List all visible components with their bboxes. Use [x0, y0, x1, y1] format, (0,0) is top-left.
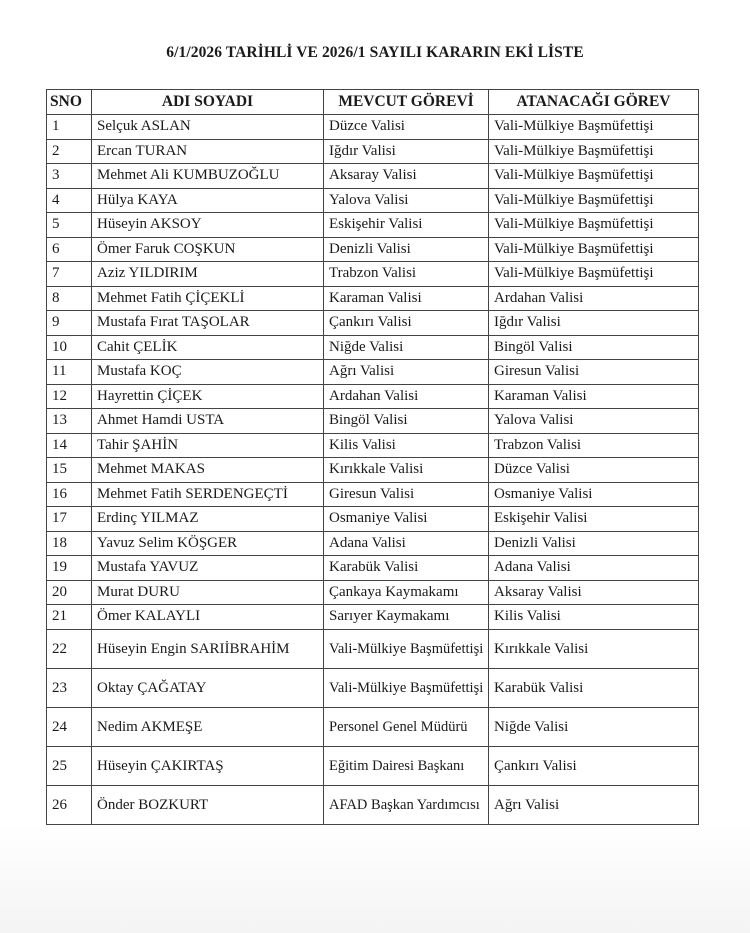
table-row [47, 629, 699, 668]
table-row [47, 213, 699, 238]
cell-sno: 1 [47, 115, 92, 140]
table-row [47, 433, 699, 458]
cell-name: Hüseyin AKSOY [92, 213, 324, 238]
cell-name: Yavuz Selim KÖŞGER [92, 531, 324, 556]
cell-new-position: Vali-Mülkiye Başmüfettişi [489, 237, 699, 262]
cell-name: Ömer KALAYLI [92, 605, 324, 630]
cell-name: Ahmet Hamdi USTA [92, 409, 324, 434]
cell-current-position: Karabük Valisi [324, 556, 489, 581]
cell-sno: 19 [47, 556, 92, 581]
table-row [47, 409, 699, 434]
cell-name: Mehmet MAKAS [92, 458, 324, 483]
cell-new-position: Osmaniye Valisi [489, 482, 699, 507]
cell-name: Mehmet Ali KUMBUZOĞLU [92, 164, 324, 189]
cell-sno: 11 [47, 360, 92, 385]
cell-new-position: Kırıkkale Valisi [489, 629, 699, 668]
cell-current-position: Yalova Valisi [324, 188, 489, 213]
cell-new-position: Düzce Valisi [489, 458, 699, 483]
document-title: 6/1/2026 TARİHLİ VE 2026/1 SAYILI KARARIN EKİ LİSTE [166, 44, 584, 61]
cell-name: Murat DURU [92, 580, 324, 605]
cell-sno: 7 [47, 262, 92, 287]
cell-new-position: Vali-Mülkiye Başmüfettişi [489, 262, 699, 287]
table-row [47, 384, 699, 409]
cell-new-position: Vali-Mülkiye Başmüfettişi [489, 139, 699, 164]
cell-sno: 23 [47, 668, 92, 707]
table-row [47, 335, 699, 360]
cell-sno: 17 [47, 507, 92, 532]
header-current-position: MEVCUT GÖREVİ [324, 90, 489, 115]
cell-new-position: Kilis Valisi [489, 605, 699, 630]
cell-name: Önder BOZKURT [92, 785, 324, 824]
cell-name: Mustafa YAVUZ [92, 556, 324, 581]
cell-current-position: Çankırı Valisi [324, 311, 489, 336]
cell-sno: 12 [47, 384, 92, 409]
cell-sno: 21 [47, 605, 92, 630]
table-row [47, 360, 699, 385]
cell-name: Hüseyin Engin SARIİBRAHİM [92, 629, 324, 668]
cell-name: Mustafa KOÇ [92, 360, 324, 385]
cell-new-position: Ağrı Valisi [489, 785, 699, 824]
cell-current-position: Ağrı Valisi [324, 360, 489, 385]
cell-current-position: Adana Valisi [324, 531, 489, 556]
page-shadow [0, 823, 750, 933]
cell-new-position: Vali-Mülkiye Başmüfettişi [489, 188, 699, 213]
cell-new-position: Denizli Valisi [489, 531, 699, 556]
cell-sno: 25 [47, 746, 92, 785]
cell-name: Nedim AKMEŞE [92, 707, 324, 746]
table-row [47, 531, 699, 556]
cell-new-position: Vali-Mülkiye Başmüfettişi [489, 213, 699, 238]
cell-current-position: Vali-Mülkiye Başmüfettişi [324, 629, 489, 668]
cell-new-position: Yalova Valisi [489, 409, 699, 434]
cell-new-position: Ardahan Valisi [489, 286, 699, 311]
cell-current-position: Bingöl Valisi [324, 409, 489, 434]
cell-name: Ercan TURAN [92, 139, 324, 164]
cell-current-position: Ardahan Valisi [324, 384, 489, 409]
cell-current-position: Aksaray Valisi [324, 164, 489, 189]
cell-name: Oktay ÇAĞATAY [92, 668, 324, 707]
cell-sno: 2 [47, 139, 92, 164]
cell-name: Hülya KAYA [92, 188, 324, 213]
cell-current-position: Iğdır Valisi [324, 139, 489, 164]
cell-name: Mehmet Fatih SERDENGEÇTİ [92, 482, 324, 507]
cell-sno: 22 [47, 629, 92, 668]
cell-current-position: Personel Genel Müdürü [324, 707, 489, 746]
cell-name: Hayrettin ÇİÇEK [92, 384, 324, 409]
table-row [47, 556, 699, 581]
cell-sno: 5 [47, 213, 92, 238]
cell-new-position: Karabük Valisi [489, 668, 699, 707]
cell-current-position: Giresun Valisi [324, 482, 489, 507]
cell-name: Hüseyin ÇAKIRTAŞ [92, 746, 324, 785]
table-header-row [47, 90, 699, 115]
cell-sno: 20 [47, 580, 92, 605]
cell-new-position: Eskişehir Valisi [489, 507, 699, 532]
cell-sno: 3 [47, 164, 92, 189]
cell-sno: 15 [47, 458, 92, 483]
table-row [47, 262, 699, 287]
table-row [47, 746, 699, 785]
cell-current-position: AFAD Başkan Yardımcısı [324, 785, 489, 824]
table-row [47, 188, 699, 213]
cell-current-position: Vali-Mülkiye Başmüfettişi [324, 668, 489, 707]
table-row [47, 580, 699, 605]
cell-name: Aziz YILDIRIM [92, 262, 324, 287]
table-row [47, 458, 699, 483]
table-row [47, 164, 699, 189]
cell-new-position: Çankırı Valisi [489, 746, 699, 785]
cell-new-position: Karaman Valisi [489, 384, 699, 409]
cell-new-position: Trabzon Valisi [489, 433, 699, 458]
cell-sno: 9 [47, 311, 92, 336]
appointment-table [46, 89, 699, 825]
cell-current-position: Çankaya Kaymakamı [324, 580, 489, 605]
cell-current-position: Kilis Valisi [324, 433, 489, 458]
cell-sno: 14 [47, 433, 92, 458]
table-row [47, 605, 699, 630]
cell-current-position: Trabzon Valisi [324, 262, 489, 287]
cell-name: Mustafa Fırat TAŞOLAR [92, 311, 324, 336]
table-body [47, 115, 699, 825]
cell-current-position: Eğitim Dairesi Başkanı [324, 746, 489, 785]
cell-sno: 24 [47, 707, 92, 746]
header-sno: SNO [47, 90, 92, 115]
header-name: ADI SOYADI [92, 90, 324, 115]
cell-current-position: Eskişehir Valisi [324, 213, 489, 238]
cell-new-position: Adana Valisi [489, 556, 699, 581]
cell-new-position: Vali-Mülkiye Başmüfettişi [489, 164, 699, 189]
cell-sno: 6 [47, 237, 92, 262]
table-row [47, 139, 699, 164]
cell-name: Ömer Faruk COŞKUN [92, 237, 324, 262]
cell-name: Erdinç YILMAZ [92, 507, 324, 532]
table-row [47, 237, 699, 262]
cell-name: Cahit ÇELİK [92, 335, 324, 360]
table-row [47, 115, 699, 140]
cell-current-position: Osmaniye Valisi [324, 507, 489, 532]
cell-current-position: Niğde Valisi [324, 335, 489, 360]
cell-new-position: Aksaray Valisi [489, 580, 699, 605]
cell-current-position: Denizli Valisi [324, 237, 489, 262]
table-row [47, 785, 699, 824]
cell-current-position: Sarıyer Kaymakamı [324, 605, 489, 630]
table-row [47, 311, 699, 336]
cell-new-position: Iğdır Valisi [489, 311, 699, 336]
cell-current-position: Kırıkkale Valisi [324, 458, 489, 483]
cell-current-position: Düzce Valisi [324, 115, 489, 140]
table-row [47, 507, 699, 532]
cell-new-position: Bingöl Valisi [489, 335, 699, 360]
cell-new-position: Giresun Valisi [489, 360, 699, 385]
cell-sno: 18 [47, 531, 92, 556]
header-new-position: ATANACAĞI GÖREV [489, 90, 699, 115]
cell-current-position: Karaman Valisi [324, 286, 489, 311]
cell-sno: 26 [47, 785, 92, 824]
cell-name: Selçuk ASLAN [92, 115, 324, 140]
table-row [47, 707, 699, 746]
cell-new-position: Vali-Mülkiye Başmüfettişi [489, 115, 699, 140]
cell-sno: 16 [47, 482, 92, 507]
table-row [47, 668, 699, 707]
cell-sno: 13 [47, 409, 92, 434]
cell-sno: 8 [47, 286, 92, 311]
cell-name: Tahir ŞAHİN [92, 433, 324, 458]
cell-new-position: Niğde Valisi [489, 707, 699, 746]
cell-sno: 4 [47, 188, 92, 213]
cell-sno: 10 [47, 335, 92, 360]
table-row [47, 286, 699, 311]
cell-name: Mehmet Fatih ÇİÇEKLİ [92, 286, 324, 311]
table-row [47, 482, 699, 507]
